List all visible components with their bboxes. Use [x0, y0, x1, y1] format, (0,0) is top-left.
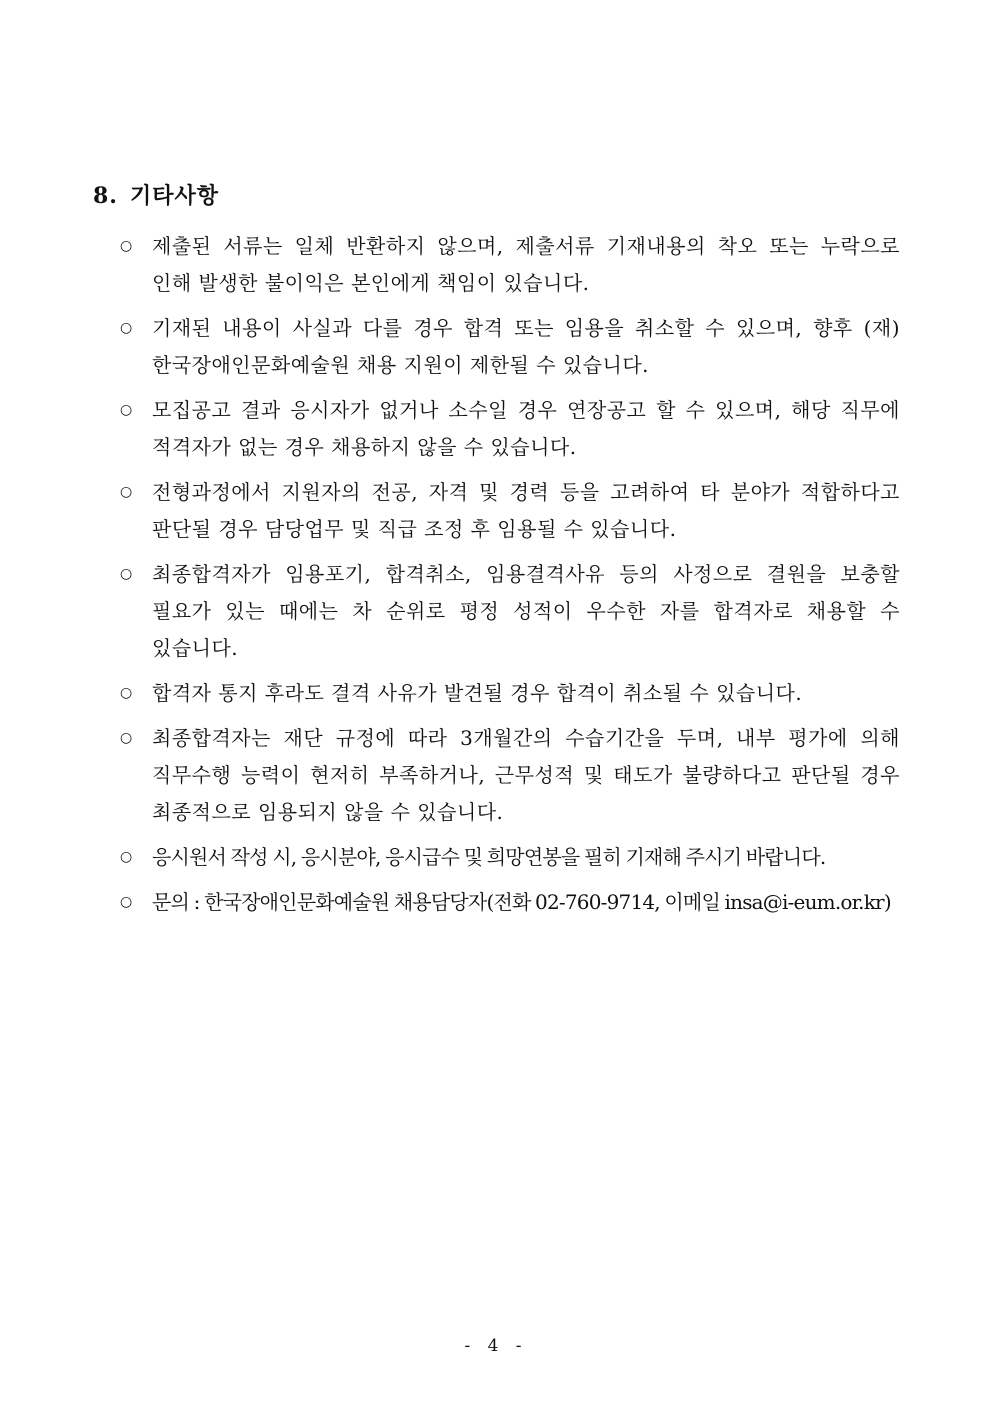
notice-item-probation — [120, 720, 900, 831]
notice-text: 전형과정에서 지원자의 전공, 자격 및 경력 등을 고려하여 타 분야가 적합하다고 판단될 경우 담당업무 및 직급 조정 후 임용될 수 있습니다. — [152, 480, 900, 541]
notice-list — [120, 228, 900, 929]
notice-text: 최종합격자는 재단 규정에 따라 3개월간의 수습기간을 두며, 내부 평가에 의해 직무수행 능력이 현저히 부족하거나, 근무성적 및 태도가 불량하다고 판단될 경우 최종적으로 임용되지 않을 수 있습니다. — [152, 726, 900, 824]
circle-bullet-icon: ○ — [120, 238, 133, 254]
notice-item-field-change — [120, 474, 900, 548]
notice-text: 기재된 내용이 사실과 다를 경우 합격 또는 임용을 취소할 수 있으며, 향후 (재)한국장애인문화예술원 채용 지원이 제한될 수 있습니다. — [152, 316, 900, 377]
notice-text: 모집공고 결과 응시자가 없거나 소수일 경우 연장공고 할 수 있으며, 해당 직무에 적격자가 없는 경우 채용하지 않을 수 있습니다. — [152, 398, 900, 459]
section-number: 8. — [93, 183, 118, 209]
circle-bullet-icon: ○ — [120, 730, 133, 746]
notice-item-vacancy — [120, 556, 900, 667]
circle-bullet-icon: ○ — [120, 484, 133, 500]
section-title: 기타사항 — [129, 183, 219, 209]
circle-bullet-icon: ○ — [120, 849, 132, 865]
contact-text: 문의 : 한국장애인문화예술원 채용담당자(전화 02-760-9714, 이메일 insa@i-eum.or.kr) — [152, 890, 891, 914]
notice-text: 최종합격자가 임용포기, 합격취소, 임용결격사유 등의 사정으로 결원을 보충할 필요가 있는 때에는 차 순위로 평정 성적이 우수한 자를 합격자로 채용할 수 있습니다. — [152, 562, 900, 660]
notice-item-extension — [120, 392, 900, 466]
notice-item-document-return — [120, 228, 900, 302]
circle-bullet-icon: ○ — [120, 320, 133, 336]
notice-item-contact — [120, 884, 900, 921]
notice-text: 합격자 통지 후라도 결격 사유가 발견될 경우 합격이 취소될 수 있습니다. — [152, 681, 803, 705]
notice-item-false-info — [120, 310, 900, 384]
notice-text: 제출된 서류는 일체 반환하지 않으며, 제출서류 기재내용의 착오 또는 누락으로 인해 발생한 불이익은 본인에게 책임이 있습니다. — [152, 234, 900, 295]
page-number: - 4 - — [464, 1336, 528, 1356]
notice-item-disqualification — [120, 675, 900, 712]
circle-bullet-icon: ○ — [120, 685, 133, 701]
notice-text: 응시원서 작성 시, 응시분야, 응시급수 및 희망연봉을 필히 기재해 주시기 바랍니다. — [152, 845, 826, 869]
circle-bullet-icon: ○ — [120, 894, 132, 910]
circle-bullet-icon: ○ — [120, 566, 133, 582]
circle-bullet-icon: ○ — [120, 402, 133, 418]
section-heading — [93, 178, 219, 214]
notice-item-application-form — [120, 839, 900, 876]
